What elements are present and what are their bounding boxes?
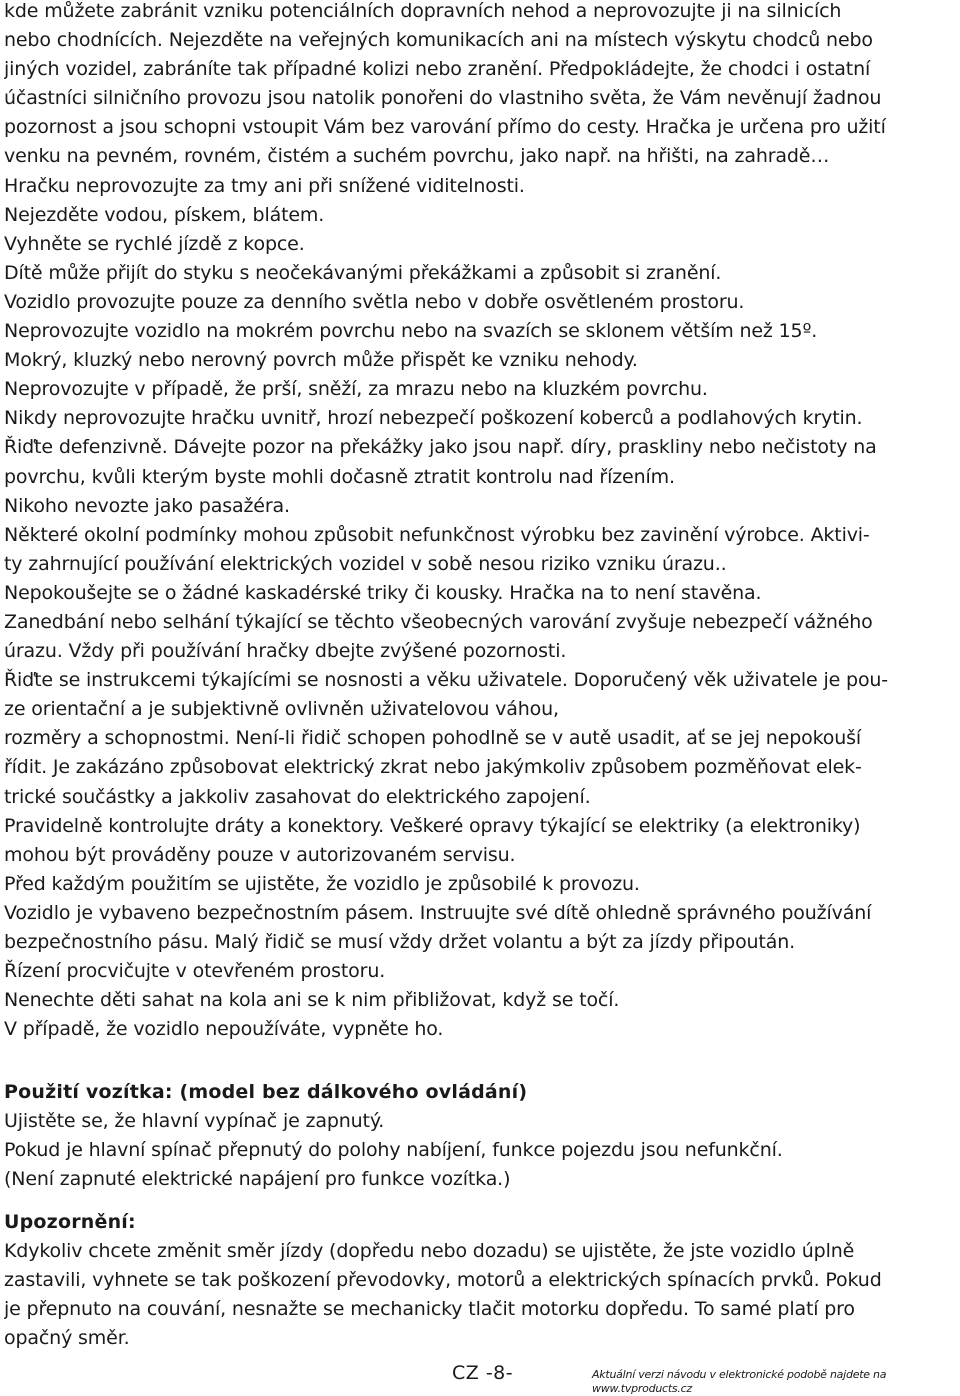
body-text-line: Mokrý, kluzký nebo nerovný povrch může přispět ke vzniku nehody.: [4, 349, 638, 372]
body-text-line: V případě, že vozidlo nepoužíváte, vypněte ho.: [4, 1018, 444, 1041]
body-text-line: Nikoho nevozte jako pasažéra.: [4, 494, 290, 517]
warning-text-line: Kdykoliv chcete změnit směr jízdy (dopředu nebo dozadu) se ujistěte, že jste vozidlo úplně: [4, 1240, 855, 1262]
body-text-line: Hračku neprovozujte za tmy ani při snížené viditelnosti.: [4, 174, 525, 197]
body-text-line: Neprovozujte vozidlo na mokrém povrchu nebo na svazích se sklonem větším než 15º.: [4, 320, 818, 343]
warning-text-line: je přepnuto na couvání, nesnažte se mechanicky tlačit motorku dopředu. To samé platí pro: [4, 1298, 855, 1321]
page-number: CZ -8-: [452, 1362, 514, 1384]
body-text-line: ty zahrnující používání elektrických vozidel v sobě nesou riziko vzniku úrazu..: [4, 552, 727, 575]
usage-heading: Použití vozítka: (model bez dálkového ovládání): [4, 1081, 528, 1103]
usage-body: [4, 1107, 783, 1194]
warning-body: [4, 1237, 882, 1353]
body-text-line: Vozidlo provozujte pouze za denního světla nebo v dobře osvětleném prostoru.: [4, 290, 745, 313]
body-text-line: Pravidelně kontrolujte dráty a konektory. Veškeré opravy týkající se elektriky (a elektroniky): [4, 814, 861, 837]
body-text-line: úrazu. Vždy při používání hračky dbejte zvýšené pozornosti.: [4, 640, 567, 663]
warning-text-line: zastavili, vyhnete se tak poškození převodovky, motorů a elektrických spínacích prvků. Pokud: [4, 1269, 882, 1292]
body-text-line: Zanedbání nebo selhání týkající se těchto všeobecných varování zvyšuje nebezpečí vážného: [4, 610, 873, 633]
warning-text-line: opačný směr.: [4, 1327, 130, 1350]
body-text-line: Vozidlo je vybaveno bezpečnostním pásem. Instruujte své dítě ohledně správného používání: [4, 901, 872, 924]
usage-text-line: Ujistěte se, že hlavní vypínač je zapnutý.: [4, 1110, 385, 1132]
usage-text-line: Pokud je hlavní spínač přepnutý do polohy nabíjení, funkce pojezdu jsou nefunkční.: [4, 1139, 783, 1162]
body-text-line: mohou být prováděny pouze v autorizovaném servisu.: [4, 843, 516, 866]
body-text-line: Některé okolní podmínky mohou způsobit nefunkčnost výrobku bez zavinění výrobce. Aktivi-: [4, 523, 870, 546]
body-text-line: venku na pevném, rovném, čistém a suchém povrchu, jako např. na hřišti, na zahradě…: [4, 145, 830, 168]
body-text-line: rozměry a schopnostmi. Není-li řidič schopen pohodlně se v autě usadit, ať se jej nepokouší: [4, 727, 862, 750]
body-text-line: nebo chodnících. Nejezděte na veřejných komunikacích ani na místech výskytu chodců nebo: [4, 29, 873, 52]
warning-heading: Upozornění:: [4, 1211, 136, 1233]
usage-section: [4, 1078, 783, 1194]
body-text-line: pozornost a jsou schopni vstoupit Vám bez varování přímo do cesty. Hračka je určena pro užití: [4, 116, 886, 139]
footer-note: Aktuální verzi návodu v elektronické podobě najdete na www.tvproducts.cz: [592, 1368, 887, 1395]
body-text-line: kde můžete zabránit vzniku potenciálních dopravních nehod a neprovozujte ji na silnicích: [4, 0, 842, 22]
body-text-line: Řiďte defenzivně. Dávejte pozor na překážky jako jsou např. díry, praskliny nebo nečistoty na: [4, 436, 877, 459]
body-text-line: Nenechte děti sahat na kola ani se k nim přibližovat, když se točí.: [4, 989, 620, 1012]
body-text-line: Dítě může přijít do styku s neočekávanými překážkami a způsobit si zranění.: [4, 261, 722, 284]
warning-section: [4, 1208, 882, 1353]
body-text-line: ze orientační a je subjektivně ovlivněn uživatelovou váhou,: [4, 698, 559, 721]
body-text-line: Vyhněte se rychlé jízdě z kopce.: [4, 232, 305, 255]
body-text-line: jiných vozidel, zabráníte tak případné kolizi nebo zranění. Předpokládejte, že chodci i ostatní: [4, 58, 871, 81]
body-text-line: řídit. Je zakázáno způsobovat elektrický zkrat nebo jakýmkoliv způsobem pozměňovat elek-: [4, 756, 862, 779]
body-text-line: trické součástky a jakkoliv zasahovat do elektrického zapojení.: [4, 785, 591, 808]
body-text-line: bezpečnostního pásu. Malý řidič se musí vždy držet volantu a být za jízdy připoután.: [4, 931, 796, 953]
body-text-line: účastníci silničního provozu jsou natolik ponořeni do vlastniho světa, že Vám nevěnují žadnou: [4, 87, 882, 110]
body-text-line: Nejezděte vodou, pískem, blátem.: [4, 203, 325, 226]
body-text-line: Řízení procvičujte v otevřeném prostoru.: [4, 960, 386, 983]
body-text-line: Nepokoušejte se o žádné kaskadérské triky či kousky. Hračka na to není stavěna.: [4, 581, 762, 604]
usage-text-line: (Není zapnuté elektrické napájení pro funkce vozítka.): [4, 1168, 511, 1191]
body-text-line: Neprovozujte v případě, že prší, sněží, za mrazu nebo na kluzkém povrchu.: [4, 378, 708, 401]
safety-instructions-body: [4, 0, 888, 1044]
body-text-line: Nikdy neprovozujte hračku uvnitř, hrozí nebezpečí poškození koberců a podlahových krytin.: [4, 407, 863, 430]
body-text-line: Před každým použitím se ujistěte, že vozidlo je způsobilé k provozu.: [4, 872, 640, 895]
body-text-line: Řiďte se instrukcemi týkajícími se nosnosti a věku uživatele. Doporučený věk uživatele je pou-: [4, 669, 889, 692]
body-text-line: povrchu, kvůli kterým byste mohli dočasně ztratit kontrolu nad řízením.: [4, 465, 675, 488]
